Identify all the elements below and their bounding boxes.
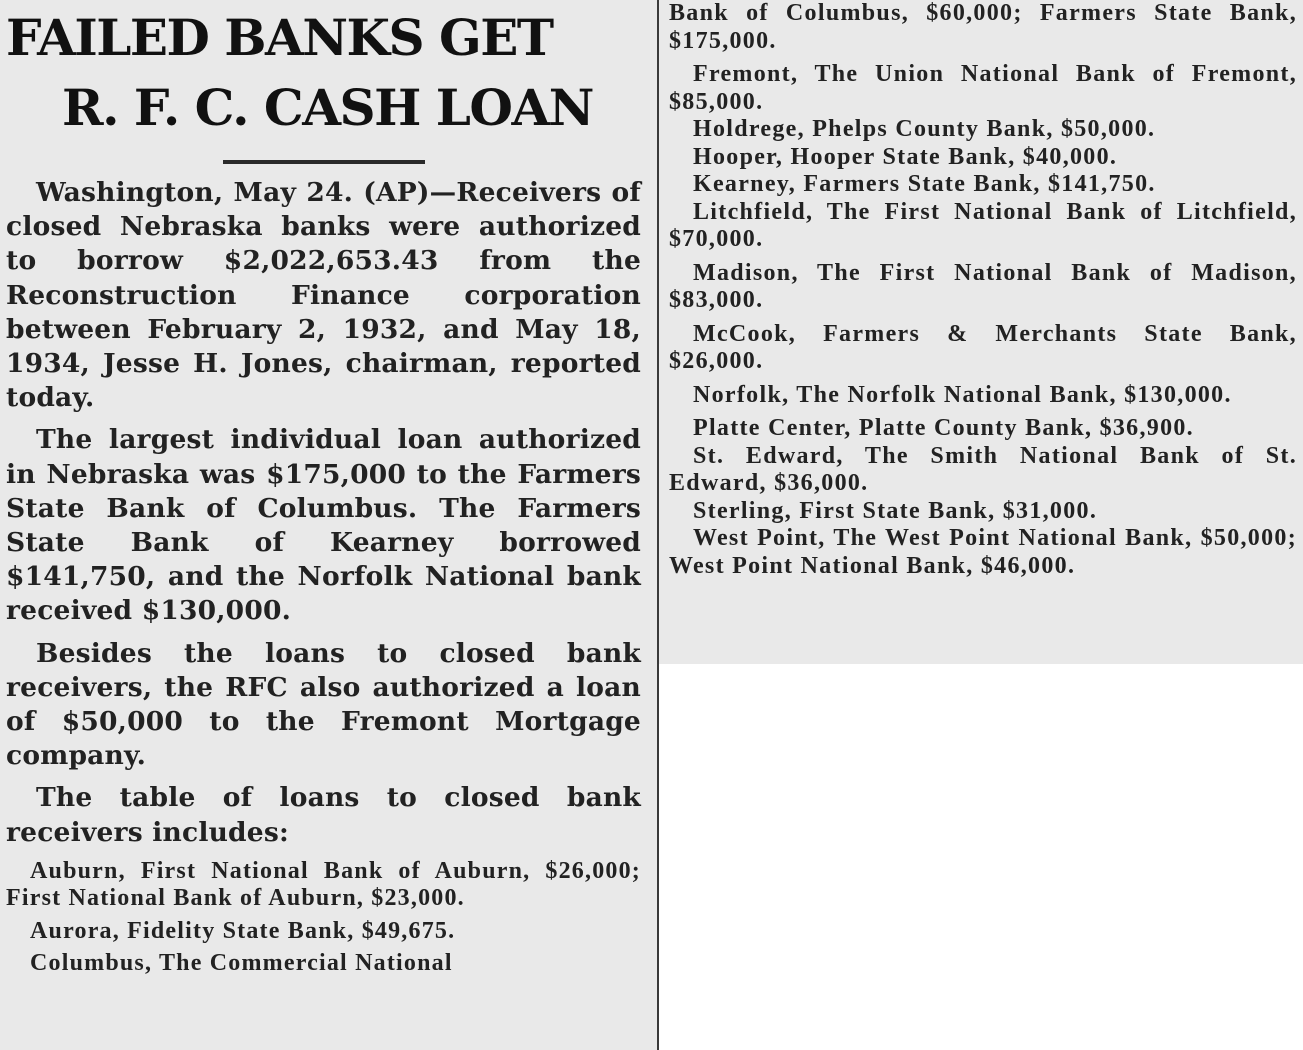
body-paragraph: The table of loans to closed bank receivers includes: [6, 782, 641, 848]
loan-list-item: Columbus, The Commercial National [30, 950, 453, 977]
loan-list-item: McCook, Farmers & Merchants State Bank, $26,000. [669, 320, 1297, 374]
loan-list-item: Madison, The First National Bank of Madison, $83,000. [669, 259, 1297, 313]
loan-list-item: Litchfield, The First National Bank of Litchfield, $70,000. [669, 198, 1297, 252]
loan-list-item: Bank of Columbus, $60,000; Farmers State Bank, $175,000. [669, 0, 1297, 54]
loan-list-item: Hooper, Hooper State Bank, $40,000. [693, 143, 1118, 170]
loan-list-item: Sterling, First State Bank, $31,000. [693, 497, 1098, 524]
loan-list-item: Aurora, Fidelity State Bank, $49,675. [30, 917, 456, 944]
body-paragraph: Besides the loans to closed bank receivers, the RFC also authorized a loan of $50,000 to the Fremont Mortgage company. [6, 637, 641, 772]
loan-list-item: Fremont, The Union National Bank of Fremont, $85,000. [669, 61, 1297, 115]
loan-list-item: Norfolk, The Norfolk National Bank, $130,000. [693, 381, 1232, 408]
headline-rule [223, 160, 425, 164]
headline-line-1: FAILED BANKS GET [6, 8, 553, 67]
loan-list-item: West Point, The West Point National Bank, $50,000; West Point National Bank, $46,000. [669, 525, 1297, 579]
loan-list-item: St. Edward, The Smith National Bank of St. Edward, $36,000. [669, 442, 1297, 496]
right-column [659, 0, 1303, 664]
body-paragraph: The largest individual loan authorized in Nebraska was $175,000 to the Farmers State Bank of Columbus. The Farmers State Bank of Kearney borrowed $141,750, and the Norfolk National bank received $130,000. [6, 424, 641, 627]
headline-line-2: R. F. C. CASH LOAN [62, 78, 593, 137]
loan-list-item: Platte Center, Platte County Bank, $36,900. [693, 415, 1194, 441]
loan-list-item: Holdrege, Phelps County Bank, $50,000. [693, 116, 1156, 142]
body-paragraph: Washington, May 24. (AP)—Receivers of closed Nebraska banks were authorized to borrow $2,022,653.43 from the Reconstruction Finance corporation between February 2, 1932, and May 18, 1934, Jesse H. Jones, chairman, reported today. [6, 177, 641, 414]
loan-list-item: Auburn, First National Bank of Auburn, $26,000; First National Bank of Auburn, $23,000. [6, 857, 641, 912]
loan-list-item: Kearney, Farmers State Bank, $141,750. [693, 171, 1156, 197]
